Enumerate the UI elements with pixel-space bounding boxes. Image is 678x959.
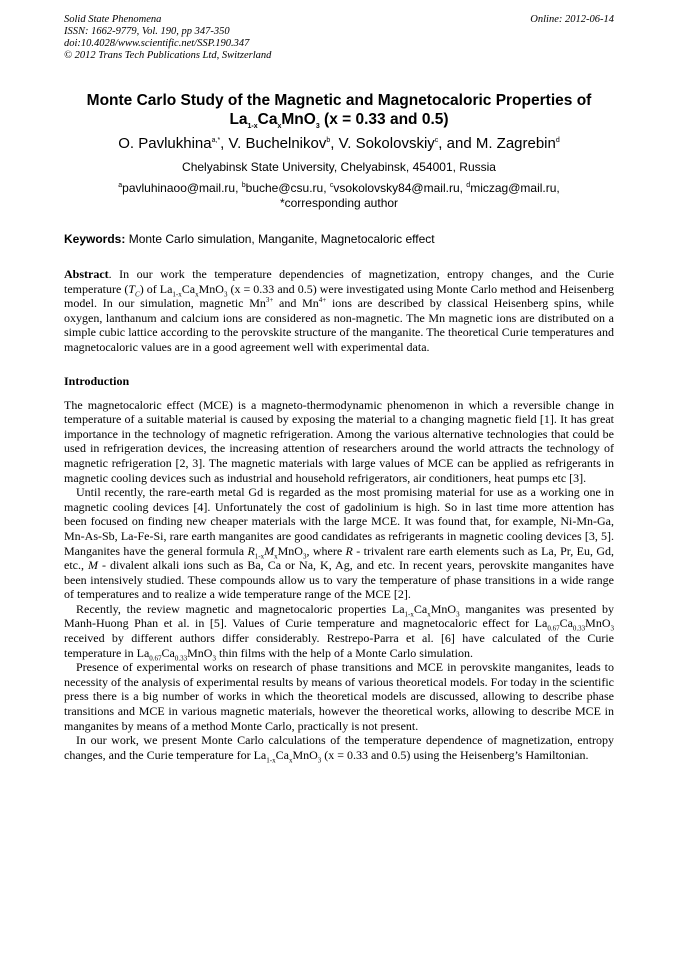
author-name: V. Sokolovskiy xyxy=(338,135,435,152)
author-name: M. Zagrebin xyxy=(475,135,556,152)
intro-paragraph: Until recently, the rare-earth metal Gd is regarded as the most promising material for use as a working one in magnetic cooling devices [4]. Unfortunately the cost of gadolinium is high. So in last time more attention has been focused on finding new cheaper materials with the large MCE. It was found that, for example, Ni-Mn-Ga, Mn-As-Sb, La-Fe-Si, rare earth manganites are good candidates as refrigerants in magnetic cooling devices [3, 5]. Manganites have the general formula $R_{1-x}M_xMnO_3$, where R - trivalent rare earth elements such as La, Pr, Eu, Gd, etc., M - divalent alkali ions such as Ba, Ca or Na, K, Ag, and etc. In recent years, perovskite manganites have been intensively studied. These compounds allow us to vary the temperature of phase transitions in a wide range of temperatures and to realize a wide temperature range of the MCE [2]. xyxy=(64,485,615,602)
journal-name: Solid State Phenomena xyxy=(64,14,162,25)
author-name: V. Buchelnikov xyxy=(228,135,327,152)
author-name: O. Pavlukhina xyxy=(118,135,212,152)
keywords-label: Keywords: xyxy=(64,232,126,246)
intro-paragraph: The magnetocaloric effect (MCE) is a magneto-thermodynamic phenomenon in which a reversible change in temperature of a suitable material is caused by exposing the material to a changing magnetic field [1]. It has great importance in the technology of magnetic refrigeration. Among the various alternative technologies that could be used in refrigeration devices, the increasing attention of researchers around the world attracts the technology of magnetic refrigeration [2, 3]. The magnetic materials with large values of MCE can be applied as refrigerants in magnetic cooling devices such as industrial and household refrigerators, air conditioners, heat pumps etc [3]. xyxy=(64,397,614,485)
email-link[interactable]: pavluhinaoo@mail.ru xyxy=(122,181,236,195)
email-list: $^a$pavluhinaoo@mail.ru, $^b$buche@csu.ru, $^c$vsokolovsky84@mail.ru, $^d$miczag@mail.ru, *corresponding author xyxy=(64,181,614,211)
email-link[interactable]: miczag@mail.ru xyxy=(470,181,557,195)
intro-paragraph: Presence of experimental works on research of phase transitions and MCE in perovskite manganites, leads to necessity of the analysis of experimental results by means of various theoretical models. For today in the scientific press there is a big number of works in which the theoretical models are discussed, allowing to describe phase transitions and MCE in various magnetic materials, however the theoretical works, allowing to describe MCE in manganites by means of a method Monte Carlo, practically is not present. xyxy=(64,660,614,733)
abstract: Abstract. In our work the temperature dependencies of magnetization, entropy changes, and the Curie temperature $(T_C)$ of $La_{1-x}Ca_xMnO_3$ (x = 0.33 and 0.5) were investigated using Monte Carlo method and Heisenberg model. In our simulation, magnetic $Mn^{3+}$ and $Mn^{4+}$ ions are described by classical Heisenberg spins, while oxygen, lanthanum and calcium ions are considered as non-magnetic. The Mn magnetic ions are distributed on a simple cubic lattice according to the perovskite structure of the manganite. The theoretical Curie temperatures and magnetocaloric values are in a good agreement well with experimental data. xyxy=(64,267,614,354)
title-line-2: $La_{1-x}Ca_xMnO_3$ (x = 0.33 and 0.5) xyxy=(229,111,449,131)
email-link[interactable]: vsokolovsky84@mail.ru xyxy=(333,181,460,195)
email-link[interactable]: buche@csu.ru xyxy=(245,181,324,195)
title-line-1: Monte Carlo Study of the Magnetic and Magnetocaloric Properties of xyxy=(86,92,592,109)
paper-page xyxy=(64,14,615,765)
keywords-text: Monte Carlo simulation, Manganite, Magnetocaloric effect xyxy=(125,232,435,246)
online-date: Online: 2012-06-14 xyxy=(530,14,614,25)
intro-paragraph: Recently, the review magnetic and magnetocaloric properties $La_{1-x}Ca_xMnO_3$ manganites was presented by Manh-Huong Phan et al. in [5]. Values of Curie temperature and magnetocaloric effect for $La_{0.67}Ca_{0.33}MnO_3$ received by different authors differ considerably. Restrepo-Parra et al. [6] have calculated of the Curie temperature in $La_{0.67}Ca_{0.33}MnO_3$ thin films with the help of a Monte Carlo simulation. xyxy=(64,601,614,663)
abstract-label: Abstract xyxy=(64,267,109,281)
corresponding-note: *corresponding author xyxy=(279,196,399,210)
affiliation: Chelyabinsk State University, Chelyabinsk, 454001, Russia xyxy=(182,160,496,174)
journal-header xyxy=(64,14,614,64)
paper-title xyxy=(64,91,614,129)
intro-paragraph: In our work, we present Monte Carlo calculations of the temperature dependence of magnetization, entropy changes, and the Curie temperature for $La_{1-x}Ca_xMnO_3$ (x = 0.33 and 0.5) using the Heisenberg’s Hamiltonian. xyxy=(64,733,614,765)
doi-line: doi:10.4028/www.scientific.net/SSP.190.347 xyxy=(64,38,250,49)
issn-line: ISSN: 1662-9779, Vol. 190, pp 347-350 xyxy=(64,26,230,37)
author-list: O. Pavlukhina$^{a,*}$, V. Buchelnikov$^b$, V. Sokolovskiy$^c$, and M. Zagrebin$^d$ xyxy=(118,135,560,152)
copyright-line: © 2012 Trans Tech Publications Ltd, Switzerland xyxy=(64,50,272,61)
section-heading-introduction: Introduction xyxy=(64,373,130,388)
keywords xyxy=(64,232,614,247)
